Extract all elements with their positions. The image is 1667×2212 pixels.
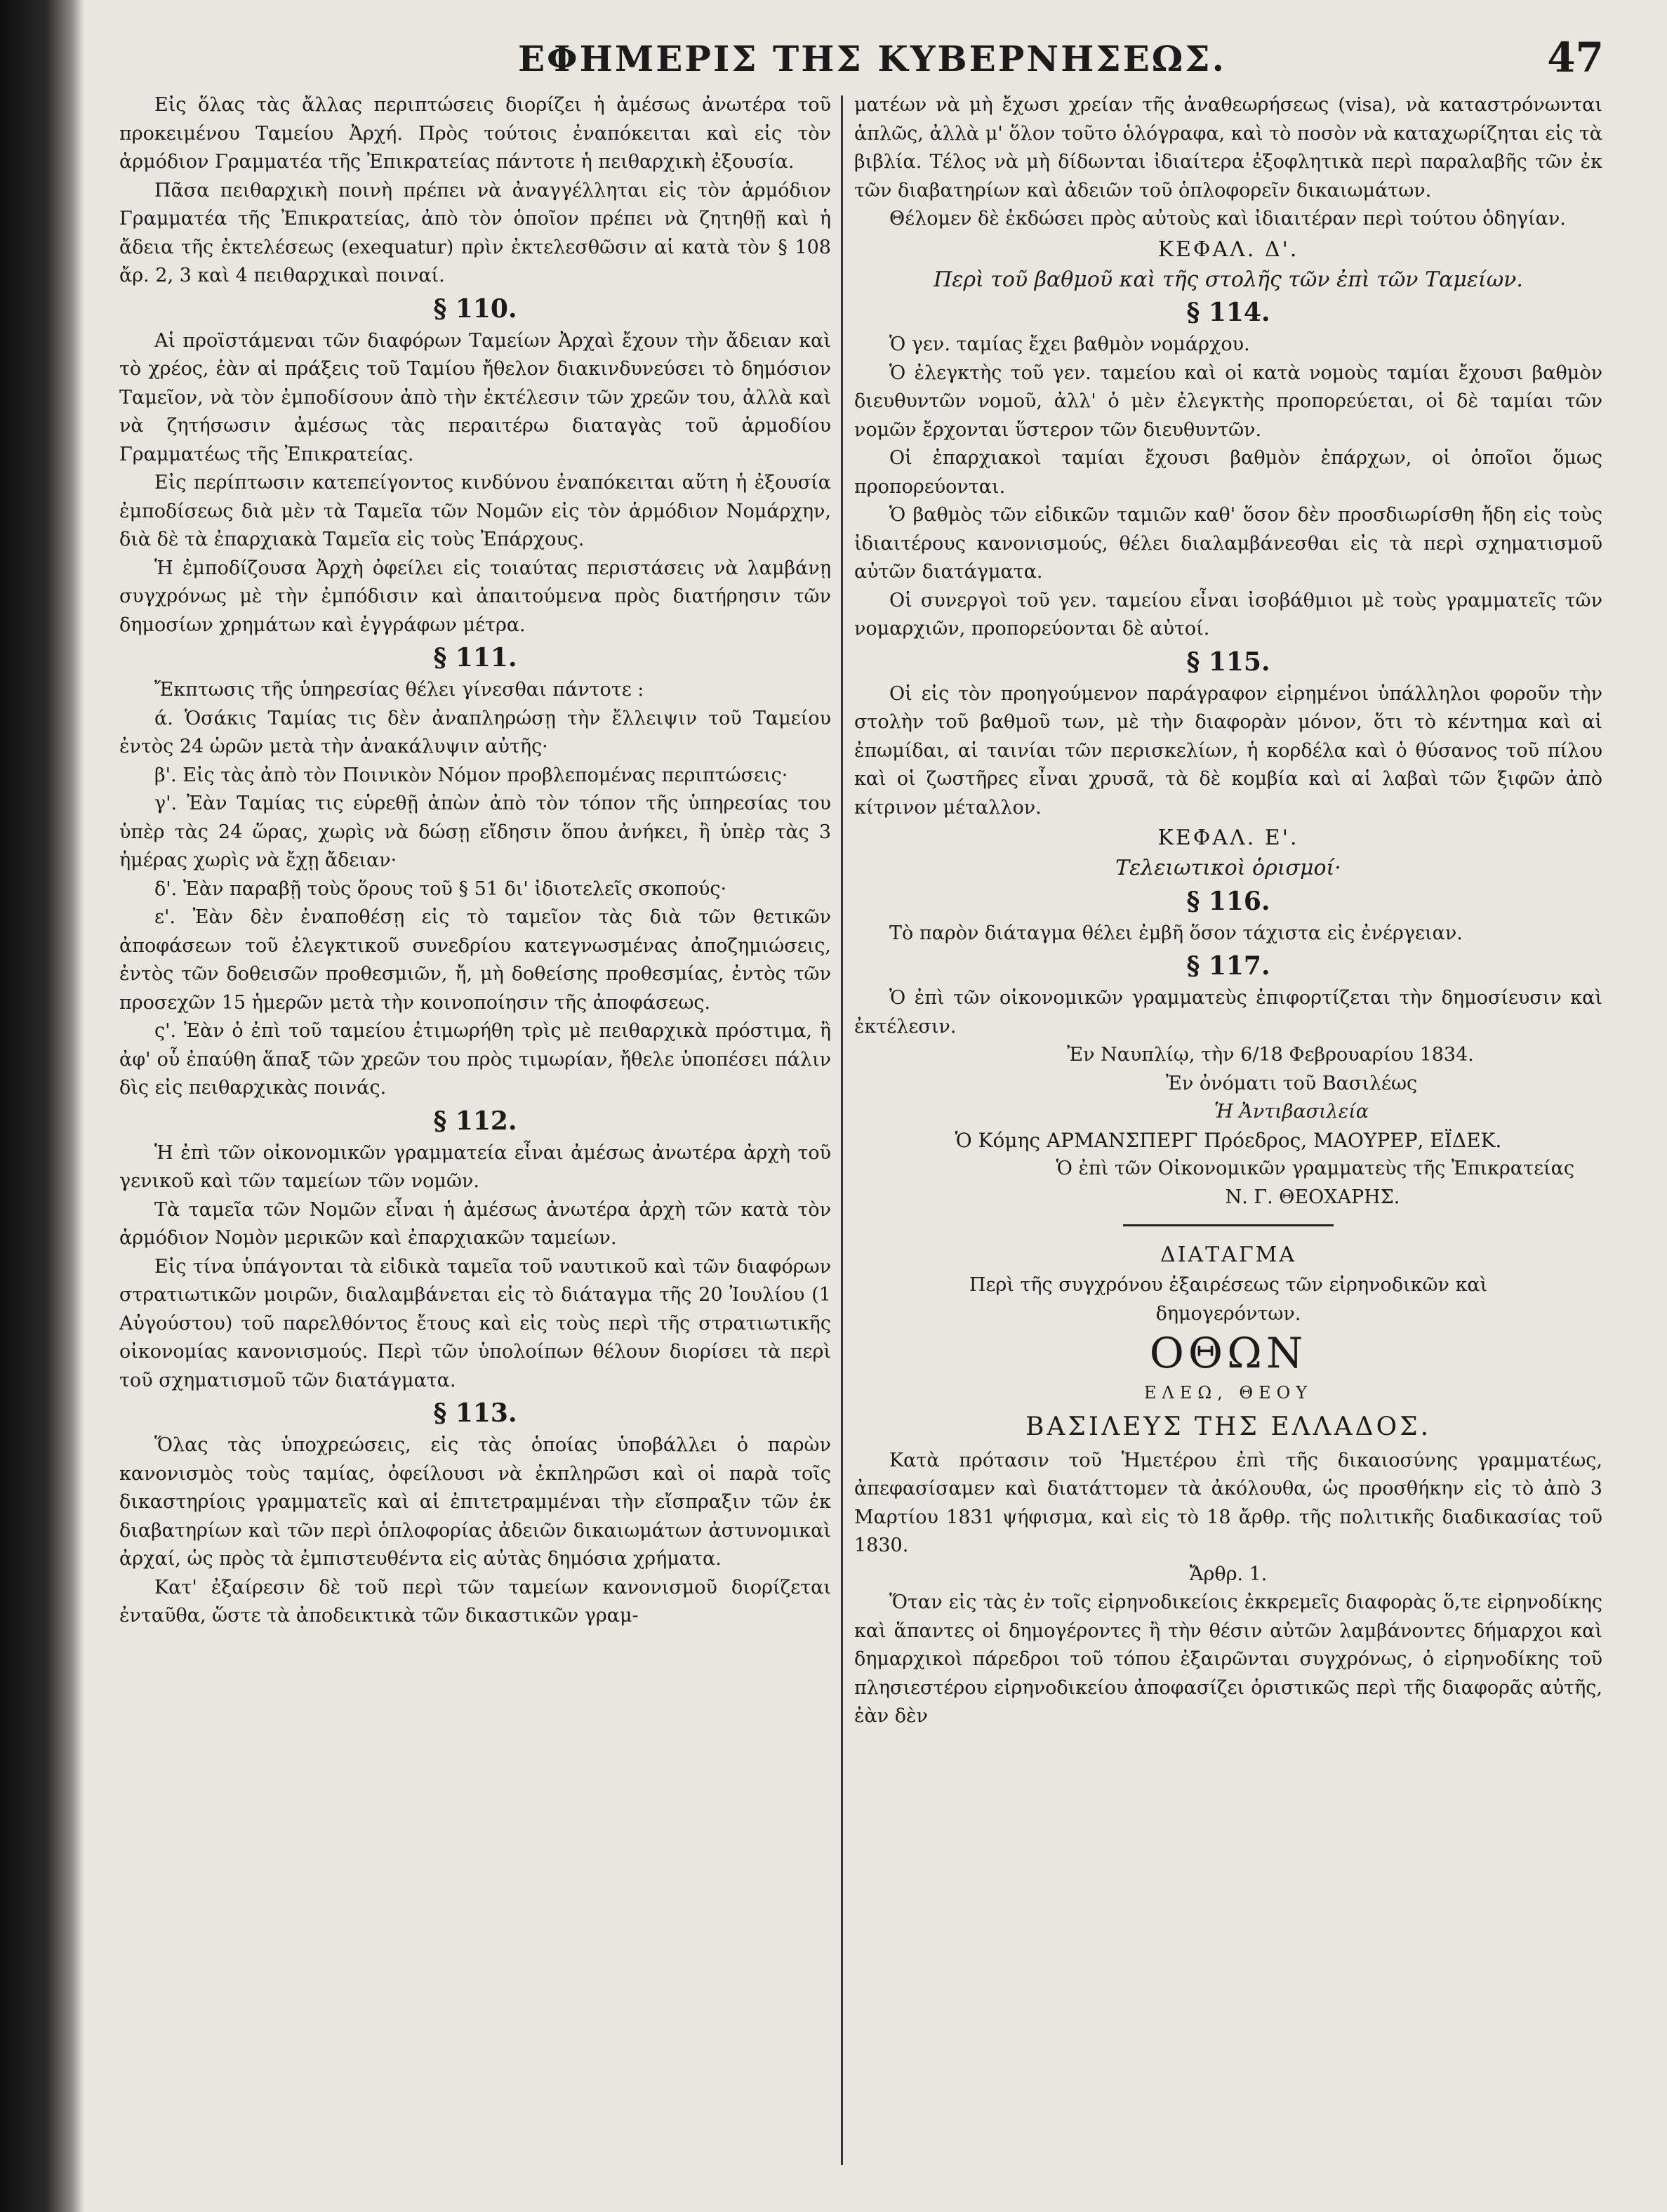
section-heading: § 113. — [433, 1398, 517, 1428]
paragraph: Ὁ ἐπὶ τῶν οἰκονομικῶν γραμματεὺς ἐπιφορτίζεται τὴν δημοσίευσιν καὶ ἐκτέλεσιν. — [854, 987, 1602, 1038]
page-number: 47 — [1547, 34, 1604, 81]
paragraph: Ἡ ἐμποδίζουσα Ἀρχὴ ὀφείλει εἰς τοιαύτας περιστάσεις νὰ λαμβάνῃ συγχρόνως μὲ τὴν ἐμπόδισιν καὶ ἀπαιτούμενα πρὸς διατήρησιν τῶν δημοσίων χρημάτων καὶ ἐγγράφων μέτρα. — [119, 557, 831, 636]
decree-heading: ΔΙΑΤΑΓΜΑ — [1160, 1243, 1297, 1267]
chapter-title: Τελειωτικοὶ ὁρισμοί· — [1115, 856, 1341, 880]
grace-line: ΕΛΕΩ, ΘΕΟΥ — [1143, 1383, 1313, 1403]
list-item: ε'. Ἐὰν δὲν ἐναποθέσῃ εἰς τὸ ταμεῖον τὰς διὰ τῶν θετικῶν ἀποφάσεων τοῦ ἐλεγκτικοῦ συνεδρίου κατεγνωσμένας ἀποζημιώσεις, ἐντὸς τῶν δοθεισῶν προθεσμιῶν, ἤ, μὴ δοθείσης προθεσμίας, ἐντὸς τῶν προσεχῶν 15 ἡμερῶν μετὰ τὴν κοινοποίησιν τῆς ἀποφάσεως. — [119, 906, 831, 1014]
paragraph: Εἰς περίπτωσιν κατεπείγοντος κινδύνου ἐναπόκειται αὕτη ἡ ἐξουσία ἐμποδίσεως διὰ μὲν τὰ Ταμεῖα τῶν Νομῶν εἰς τὸν ἁρμόδιον Νομάρχην, διὰ δὲ τὰ ἐπαρχιακὰ Ταμεῖα εἰς τοὺς Ἐπάρχους. — [119, 472, 831, 550]
section-heading: § 114. — [1186, 298, 1270, 327]
paragraph: Κατ' ἐξαίρεσιν δὲ τοῦ περὶ τῶν ταμείων κανονισμοῦ διορίζεται ἐνταῦθα, ὥστε τὰ ἀποδεικτικὰ τῶν δικαστικῶν γραμ- — [119, 1576, 831, 1627]
paragraph: Ἔκπτωσις τῆς ὑπηρεσίας θέλει γίνεσθαι πάντοτε : — [154, 679, 644, 701]
section-heading: § 116. — [1186, 886, 1270, 916]
list-item: β'. Εἰς τὰς ἀπὸ τὸν Ποινικὸν Νόμον προβλεπομένας περιπτώσεις· — [154, 764, 788, 786]
paragraph: Εἰς τίνα ὑπάγονται τὰ εἰδικὰ ταμεῖα τοῦ ναυτικοῦ καὶ τῶν διαφόρων στρατιωτικῶν μοιρῶν, διαλαμβάνεται εἰς τὸ διάταγμα τῆς 20 Ἰουλίου (1 Αὐγούστου) τοῦ παρελθόντος ἔτους καὶ εἰς τοὺς περὶ τῆς στρατιωτικῆς οἰκονομίας κανονισμούς. Περὶ τῶν ὑπολοίπων θέλουν διορίσει τὰ περὶ τοῦ σχηματισμοῦ τῶν διατάγματα. — [119, 1255, 831, 1391]
list-item: ά. Ὁσάκις Ταμίας τις δὲν ἀναπληρώσῃ τὴν ἔλλειψιν τοῦ Ταμείου ἐντὸς 24 ὡρῶν μετὰ τὴν ἀνακάλυψιν αὐτῆς· — [119, 707, 831, 757]
decree-title: Περὶ τῆς συγχρόνου ἐξαιρέσεως τῶν εἰρηνοδικῶν καὶ δημογερόντων. — [969, 1274, 1488, 1325]
page-title: ΕΦΗΜΕΡΙΣ ΤΗΣ ΚΥΒΕΡΝΗΣΕΩΣ. — [517, 38, 1227, 79]
paragraph: Ἡ ἐπὶ τῶν οἰκονομικῶν γραμματεία εἶναι ἀμέσως ἀνωτέρα ἀρχὴ τοῦ γενικοῦ καὶ τῶν ταμείων τῶν νομῶν. — [119, 1141, 831, 1192]
countersign-name: Ν. Γ. ΘΕΟΧΑΡΗΣ. — [1225, 1186, 1400, 1208]
paragraph: Τὸ παρὸν διάταγμα θέλει ἐμβῆ ὅσον τάχιστα εἰς ἐνέργειαν. — [889, 922, 1463, 944]
paragraph: Οἱ εἰς τὸν προηγούμενον παράγραφον εἰρημένοι ὑπάλληλοι φοροῦν τὴν στολὴν τοῦ βαθμοῦ των, μὲ τὴν διαφορὰν μόνον, ὅτι τὸ κέντημα καὶ αἱ ἐπωμίδαι, αἱ ταινίαι τῶν περισκελίων, ἡ κορδέλα καὶ ὁ θύσανος τοῦ πίλου καὶ οἱ ζωστῆρες εἶναι χρυσᾶ, τὰ δὲ κομβία καὶ αἱ λαβαὶ τῶν ξιφῶν ἀπὸ κίτρινον μέταλλον. — [854, 682, 1602, 819]
chapter-title: Περὶ τοῦ βαθμοῦ καὶ τῆς στολῆς τῶν ἐπὶ τῶν Ταμείων. — [934, 267, 1523, 292]
paragraph: Ὁ ἐλεγκτὴς τοῦ γεν. ταμείου καὶ οἱ κατὰ νομοὺς ταμίαι ἔχουσι βαθμὸν διευθυντῶν νομοῦ, ἀλλ' ὁ μὲν ἐλεγκτὴς προπορεύεται, οἱ δὲ ταμίαι τῶν νομῶν ἔρχονται ὕστερον τῶν διευθυντῶν. — [854, 362, 1602, 441]
paragraph: Οἱ συνεργοὶ τοῦ γεν. ταμείου εἶναι ἰσοβάθμιοι μὲ τοὺς γραμματεῖς τῶν νομαρχιῶν, προπορεύονται δὲ αὐτοί. — [854, 589, 1602, 640]
section-heading: § 112. — [433, 1106, 517, 1136]
page-header — [119, 28, 1625, 84]
paragraph: Ὅλας τὰς ὑποχρεώσεις, εἰς τὰς ὁποίας ὑποβάλλει ὁ παρὼν κανονισμὸς τοὺς ταμίας, ὀφείλουσι νὰ ἐκπληρῶσι καὶ οἱ παρὰ τοῖς δικαστηρίοις γραμματεῖς καὶ αἱ ἐπιτετραμμέναι τὴν εἴσπραξιν τῶν ἐκ διαβατηρίων καὶ τῶν περὶ ὁπλοφορίας ἀδειῶν δικαιωμάτων ἀστυνομικαὶ ἀρχαί, ὡς πρὸς τὰ ἐμπιστευθέντα εἰς αὐτὰς δημόσια χρήματα. — [119, 1434, 831, 1570]
paragraph: Θέλομεν δὲ ἐκδώσει πρὸς αὐτοὺς καὶ ἰδιαιτέραν περὶ τούτου ὁδηγίαν. — [889, 208, 1566, 230]
section-heading: § 117. — [1186, 951, 1270, 981]
chapter-heading: ΚΕΦΑΛ. Ε'. — [1157, 826, 1299, 850]
binding-shadow — [0, 0, 84, 2212]
signers-line: Ὁ Κόμης ΑΡΜΑΝΣΠΕΡΓ Πρόεδρος, ΜΑΟΥΡΕΡ, ΕΪΔΕΚ. — [955, 1128, 1502, 1152]
section-divider — [1123, 1224, 1334, 1226]
list-item: γ'. Ἐὰν Ταμίας τις εὑρεθῇ ἀπὼν ἀπὸ τὸν τόπον τῆς ὑπηρεσίας του ὑπὲρ τὰς 24 ὥρας, χωρὶς νὰ δώσῃ εἴδησιν ὅπου ἀνήκει, ἢ ὑπὲρ τὰς 3 ἡμέρας χωρὶς νὰ ἔχῃ ἄδειαν· — [119, 793, 831, 871]
king-title: ΒΑΣΙΛΕΥΣ ΤΗΣ ΕΛΛΑΔΟΣ. — [1025, 1412, 1432, 1441]
regency-line: Ἡ Ἀντιβασιλεία — [1214, 1101, 1369, 1122]
paragraph: Ὁ γεν. ταμίας ἔχει βαθμὸν νομάρχου. — [889, 333, 1250, 355]
paragraph: Κατὰ πρότασιν τοῦ Ἡμετέρου ἐπὶ τῆς δικαιοσύνης γραμματέως, ἀπεφασίσαμεν καὶ διατάττομεν τὰ ἀκόλουθα, ὡς προσθήκην εἰς τὸ ἀπὸ 3 Μαρτίου 1831 ψήφισμα, καὶ εἰς τὸ 18 ἄρθρ. τῆς πολιτικῆς διαδικασίας τοῦ 1830. — [854, 1449, 1602, 1556]
left-column — [119, 91, 841, 2169]
countersign-line: Ὁ ἐπὶ τῶν Οἰκονομικῶν γραμματεὺς τῆς Ἐπικρατείας — [1056, 1158, 1574, 1179]
section-heading: § 111. — [433, 643, 517, 673]
paragraph: Οἱ ἐπαρχιακοὶ ταμίαι ἔχουσι βαθμὸν ἐπάρχων, οἱ ὁποῖοι ὅμως προπορεύονται. — [854, 447, 1602, 498]
king-name: ΟΘΩΝ — [1149, 1329, 1308, 1378]
section-heading: § 110. — [433, 293, 517, 324]
paragraph: Πᾶσα πειθαρχικὴ ποινὴ πρέπει νὰ ἀναγγέλληται εἰς τὸν ἁρμόδιον Γραμματέα τῆς Ἐπικρατείας, ἀπὸ τὸν ὁποῖον πρέπει νὰ ζητηθῇ καὶ ἡ ἄδεια τῆς ἐκτελέσεως (exequatur) πρὶν ἐκτελεσθῶσιν αἱ κατὰ τὸν § 108 ἄρ. 2, 3 καὶ 4 πειθαρχικαὶ ποιναί. — [119, 179, 831, 286]
right-column — [843, 91, 1602, 2169]
text-columns — [119, 91, 1625, 2169]
list-item: ς'. Ἐὰν ὁ ἐπὶ τοῦ ταμείου ἐτιμωρήθη τρὶς μὲ πειθαρχικὰ πρόστιμα, ἢ ἀφ' οὗ ἐπαύθη ἅπαξ τῶν χρεῶν του πρὸς τιμωρίαν, ἤθελε ὑποπέσει πάλιν δὶς εἰς πειθαρχικὰς ποινάς. — [119, 1020, 831, 1099]
paragraph: Τὰ ταμεῖα τῶν Νομῶν εἶναι ἡ ἀμέσως ἀνωτέρα ἀρχὴ τῶν κατὰ τὸν ἁρμόδιον Νομὸν μερικῶν καὶ ἐπαρχιακῶν ταμείων. — [119, 1198, 831, 1249]
paragraph: ματέων νὰ μὴ ἔχωσι χρείαν τῆς ἀναθεωρήσεως (visa), νὰ καταστρόνωνται ἁπλῶς, ἀλλὰ μ' ὅλον τοῦτο ὁλόγραφα, καὶ τὸ ποσὸν νὰ καταχωρίζηται εἰς τὰ βιβλία. Τέλος νὰ μὴ δίδωνται ἰδιαίτερα ἐξοφλητικὰ περὶ παραλαβῆς τῶν ἐκ τῶν διαβατηρίων καὶ ἀδειῶν τοῦ ὁπλοφορεῖν δικαιωμάτων. — [854, 94, 1602, 201]
paragraph: Ὅταν εἰς τὰς ἐν τοῖς εἰρηνοδικείοις ἐκκρεμεῖς διαφορὰς ὅ,τε εἰρηνοδίκης καὶ ἅπαντες οἱ δημογέροντες ἢ τὴν θέσιν αὐτῶν λαμβάνοντες δήμαρχοι καὶ δημαρχικοὶ πάρεδροι τοῦ τόπου ἐξαιρῶνται συγχρόνως, ὁ εἰρηνοδίκης τοῦ πλησιεστέρου εἰρηνοδικείου ἀποφασίζει ὁριστικῶς περὶ τῆς διαφορᾶς αὐτῆς, ἐὰν δὲν — [854, 1591, 1602, 1727]
paragraph: Ὁ βαθμὸς τῶν εἰδικῶν ταμιῶν καθ' ὅσον δὲν προσδιωρίσθη ἤδη εἰς τοὺς ἰδιαιτέρους κανονισμούς, θέλει διαλαμβάνεσθαι εἰς τὰ περὶ σχηματισμοῦ αὐτῶν διατάγματα. — [854, 504, 1602, 583]
chapter-heading: ΚΕΦΑΛ. Δ'. — [1157, 237, 1299, 262]
article-heading: Ἄρθρ. 1. — [1189, 1563, 1268, 1585]
list-item: δ'. Ἐὰν παραβῇ τοὺς ὅρους τοῦ § 51 δι' ἰδιοτελεῖς σκοπούς· — [154, 877, 727, 900]
paragraph: Εἰς ὅλας τὰς ἄλλας περιπτώσεις διορίζει ἡ ἀμέσως ἀνωτέρα τοῦ προκειμένου Ταμείου Ἀρχή. Πρὸς τούτοις ἐναπόκειται καὶ εἰς τὸν ἁρμόδιον Γραμματέα τῆς Ἐπικρατείας πάντοτε ἡ πειθαρχικὴ ἐξουσία. — [119, 94, 831, 173]
section-heading: § 115. — [1186, 647, 1270, 677]
paragraph: Αἱ προϊστάμεναι τῶν διαφόρων Ταμείων Ἀρχαὶ ἔχουν τὴν ἄδειαν καὶ τὸ χρέος, ἐὰν αἱ πράξεις τοῦ Ταμίου ἤθελον διακινδυνεύσει τὸ δημόσιον Ταμεῖον, νὰ τὸν ἐμποδίσουν ἀπὸ τὴν ἐκτέλεσιν τῶν χρεῶν του, ἀλλὰ καὶ νὰ ζητήσωσιν ἀμέσως τὰς περαιτέρω διαταγὰς τοῦ ἁρμοδίου Γραμματέως τῆς Ἐπικρατείας. — [119, 329, 831, 465]
in-name-line: Ἐν ὀνόματι τοῦ Βασιλέως — [1165, 1072, 1418, 1094]
date-line: Ἐν Ναυπλίῳ, τὴν 6/18 Φεβρουαρίου 1834. — [1067, 1044, 1474, 1066]
